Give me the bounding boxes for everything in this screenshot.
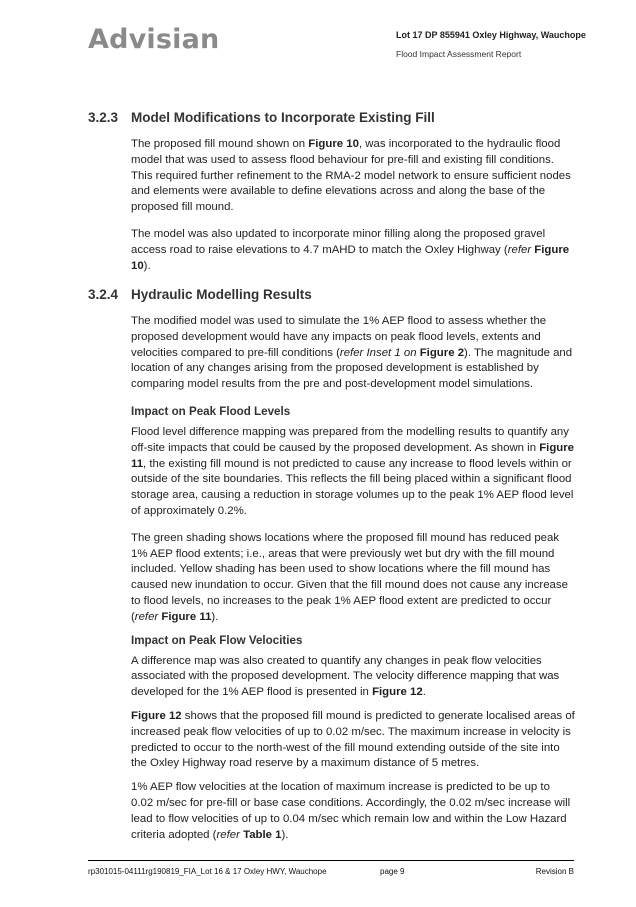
text-run: ). The magnitude and location of any changes arising from the proposed development is established by comparing model results from the pre and post-development model simulations. [131, 346, 573, 391]
text-run: The green shading shows locations where the proposed fill mound has reduced peak 1% AEP flood extents; i.e., areas that were previously wet but dry with the fill mound included. Yellow shading has been used to show locations where the fill mound has caused new inundation to occur. Given that the fill mound does not cause any increase to flood levels, no increases to the peak 1% AEP flood extent are predicted to occur ( [131, 531, 568, 623]
section-number: 3.2.3 [88, 110, 119, 125]
text-run: Flood level difference mapping was prepared from the modelling results to quantify any off-site impacts that could be caused by the proposed development. As shown in [131, 425, 569, 454]
paragraph [131, 780, 575, 843]
figure-reference: Figure 12 [131, 709, 182, 722]
text-run: , the existing fill mound is not predicted to cause any increase to flood levels within or outside of the site boundaries. This reflects the fill being placed within a significant flood storage area, causing a reduction in storage volumes up to the peak 1% AEP flood level of approximately 0.2%. [131, 457, 574, 517]
figure-reference: Figure 2 [419, 346, 465, 359]
figure-reference: Figure 11 [131, 441, 575, 470]
section-title: Hydraulic Modelling Results [131, 287, 312, 302]
text-run: ). [211, 610, 219, 623]
footer-document-id: rp301015-04111rg190819_FIA_Lot 16 & 17 Oxley HWY, Wauchope [88, 867, 327, 876]
footer-revision: Revision B [535, 867, 574, 876]
section-3-2-3-body [131, 137, 575, 274]
figure-reference: Figure 10 [131, 243, 570, 272]
section-3-2-4-heading [88, 287, 574, 307]
italic-text: refer [507, 243, 532, 256]
footer-page-number: page 9 [380, 867, 405, 876]
paragraph [131, 709, 575, 772]
paragraph [131, 425, 575, 520]
report-header [396, 30, 626, 59]
figure-reference: Figure 12 [372, 686, 423, 699]
text-run: ). [143, 259, 151, 272]
report-title: Lot 17 DP 855941 Oxley Highway, Wauchope [396, 30, 586, 40]
report-subtitle: Flood Impact Assessment Report [396, 49, 522, 59]
text-run: 1% AEP flow velocities at the location of maximum increase is predicted to be up to 0.02 m/sec for pre-fill or base case conditions. Accordingly, the 0.02 m/sec increase will lead to flow velocities of up to 0.04 m/sec which remain low and within the Low Hazard criteria adopted ( [131, 781, 571, 841]
text-run: , was incorporated to the hydraulic flood model that was used to assess flood behaviour for pre-fill and existing fill conditions. This required further refinement to the RMA-2 model network to ensure sufficient nodes and elements were available to define elevations across and along the base of the proposed fill mound. [131, 138, 571, 214]
text-run: The model was also updated to incorporate minor filling along the proposed gravel access road to raise elevations to 4.7 mAHD to match the Oxley Highway ( [131, 227, 546, 256]
paragraph [131, 227, 575, 274]
company-logo: Advisian [88, 24, 220, 55]
paragraph [131, 137, 575, 216]
text-run: shows that the proposed fill mound is predicted to generate localised areas of increased peak flow velocities of up to 0.02 m/sec. The maximum increase in velocity is predicted to occur to the north-west of the fill mound extending outside of the site into the Oxley Highway road reserve by a maximum distance of 5 metres. [131, 709, 575, 770]
paragraph [131, 531, 575, 626]
text-run: A difference map was also created to quantify any changes in peak flow velocities associated with the proposed development. The velocity difference mapping that was developed for the 1% AEP flood is presented in [131, 654, 560, 699]
text-run: The modified model was used to simulate the 1% AEP flood to assess whether the proposed development would have any impacts on peak flood levels, extents and velocities compared to pre-fill conditions ( [131, 315, 547, 359]
section-number: 3.2.4 [88, 287, 119, 302]
italic-text: refer [216, 828, 240, 841]
figure-reference: Table 1 [243, 828, 282, 841]
subheading-flood-levels: Impact on Peak Flood Levels [131, 404, 291, 418]
section-3-2-3-heading [88, 110, 574, 130]
text-run: The proposed fill mound shown on [131, 138, 309, 150]
italic-text: refer [134, 610, 159, 623]
paragraph [131, 654, 575, 701]
page-footer [88, 860, 574, 876]
subheading-flow-velocities: Impact on Peak Flow Velocities [131, 633, 303, 647]
paragraph [131, 314, 575, 393]
figure-reference: Figure 10 [308, 138, 359, 150]
text-run: . [422, 686, 426, 699]
figure-reference: Figure 11 [161, 610, 212, 623]
text-run: ). [281, 828, 289, 841]
italic-text: refer Inset 1 on [339, 346, 417, 359]
section-title: Model Modifications to Incorporate Existing Fill [131, 110, 435, 125]
section-3-2-4-body [131, 314, 575, 843]
